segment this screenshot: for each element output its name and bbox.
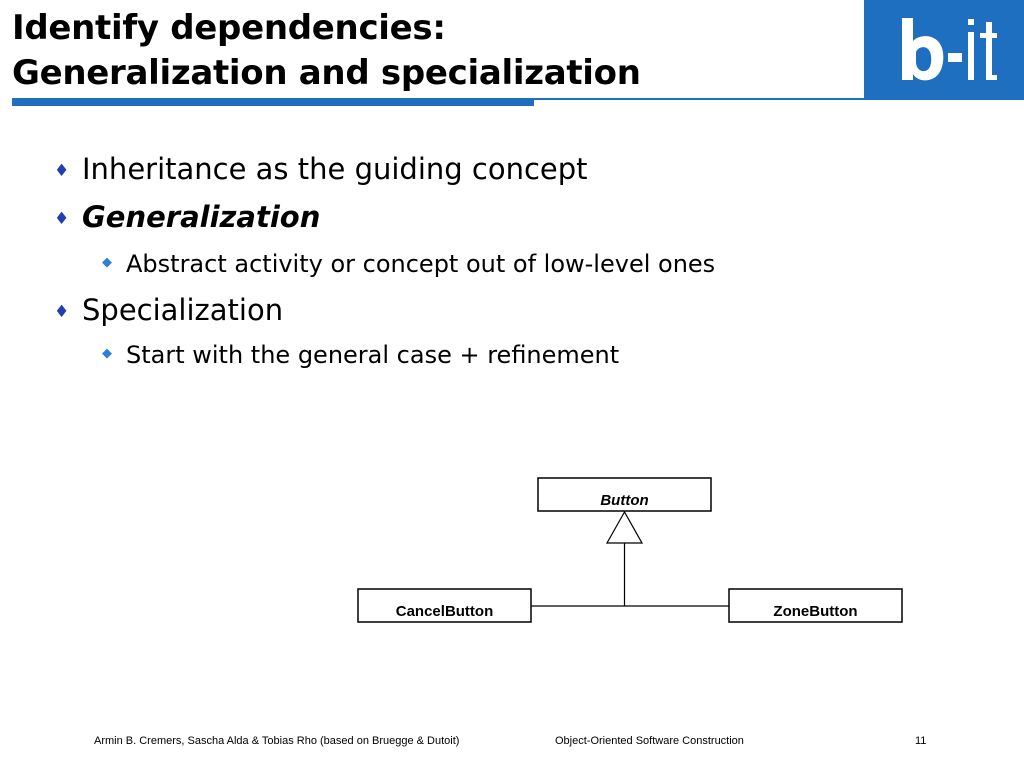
class-box-zonebutton [729,589,902,622]
sub-bullet-text: Start with the general case + refinement [126,341,620,369]
generalization-arrowhead [607,512,642,543]
footer-page-number: 11 [915,735,927,747]
class-name-button: Button [600,492,649,509]
diamond-icon: ♦ [54,302,70,322]
class-name-zonebutton: ZoneButton [773,603,858,620]
title-line-2: Generalization and specialization [12,53,641,93]
small-diamond-icon: ◆ [102,346,112,361]
class-name-cancelbutton: CancelButton [395,603,494,620]
diamond-icon: ♦ [54,161,70,181]
title-line-1: Identify dependencies: [12,8,446,48]
small-diamond-icon: ◆ [102,255,112,270]
bullet-text: Generalization [82,200,321,234]
footer-authors: Armin B. Cremers, Sascha Alda & Tobias Rho (based on Bruegge & Dutoit) [94,735,460,747]
bullet-text: Inheritance as the guiding concept [82,152,588,186]
class-box-cancelbutton [358,589,531,622]
bullet-text: Specialization [82,293,284,327]
class-box-button [538,478,711,511]
diamond-icon: ♦ [54,209,70,229]
sub-bullet-text: Abstract activity or concept out of low-level ones [126,250,716,278]
footer-course: Object-Oriented Software Construction [555,735,744,747]
